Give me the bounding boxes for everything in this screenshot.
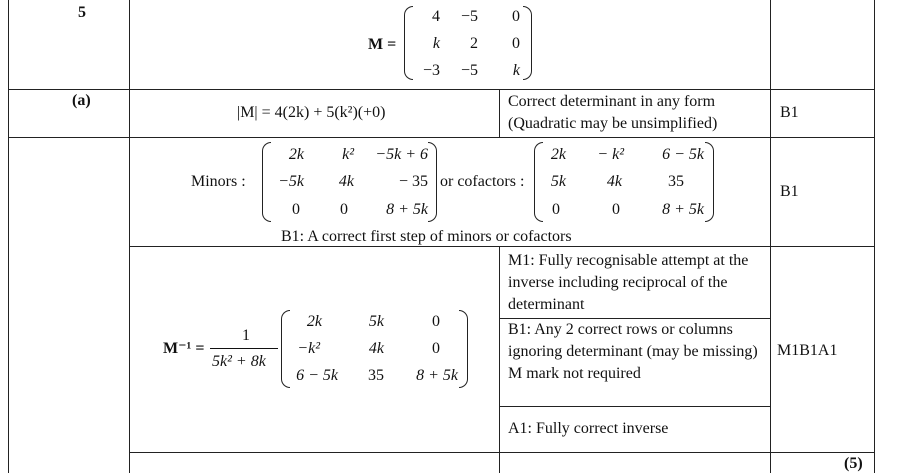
matrix-m-cell: −5 (460, 62, 478, 79)
grid-inverse-bottom (129, 452, 875, 453)
inverse-cell: 8 + 5k (416, 367, 458, 384)
inverse-fraction-denominator: 5k² + 8k (212, 353, 266, 370)
grid-mark-divider (770, 89, 771, 473)
grid-note-b1-bottom (499, 406, 771, 407)
cofactors-right-paren (705, 142, 714, 222)
cofactors-cell: 4k (606, 173, 622, 190)
matrix-m-cell: 4 (432, 8, 440, 25)
inverse-cell: 35 (368, 367, 384, 384)
part-a-note (508, 91, 766, 135)
grid-minors-bottom (129, 246, 875, 247)
matrix-m-cell: k (432, 35, 440, 52)
matrix-m-right-paren (523, 6, 532, 80)
minors-cell: − 35 (398, 173, 428, 190)
inverse-note-a1: A1: Fully correct inverse (508, 420, 669, 437)
inverse-lhs: M⁻¹ = (163, 340, 205, 357)
cofactors-cell: 35 (668, 173, 684, 190)
matrix-m-cell: 0 (512, 8, 520, 25)
inverse-note-m1: M1: Fully recognisable attempt at the inverse including reciprocal of the determinant (508, 252, 749, 313)
inverse-note-b1: B1: Any 2 correct rows or columns ignoring determinant (may be missing) M mark not required (508, 321, 758, 382)
grid-left-border (8, 0, 9, 473)
question-number: 5 (78, 4, 86, 21)
part-a-label: (a) (72, 92, 91, 109)
inverse-cell: 4k (368, 340, 384, 357)
inverse-fraction-numerator: 1 (242, 327, 250, 344)
inverse-mark: M1B1A1 (777, 342, 838, 359)
minors-cell: 2k (288, 146, 304, 163)
minors-cell: 0 (292, 201, 300, 218)
matrix-m-cell: k (512, 62, 520, 79)
total-marks: (5) (844, 455, 863, 472)
inverse-cell: 0 (432, 340, 440, 357)
part-a-note-line1: Correct determinant in any form (508, 93, 716, 110)
cofactors-label: or cofactors : (440, 173, 525, 190)
grid-right-border (874, 0, 875, 473)
cofactors-cell: 0 (612, 201, 620, 218)
cofactors-cell: 8 + 5k (662, 201, 704, 218)
inverse-cell: −k² (297, 340, 320, 357)
minors-label: Minors : (191, 173, 246, 190)
matrix-m-cell: −5 (460, 8, 478, 25)
inverse-cell: 6 − 5k (296, 367, 338, 384)
determinant-equation: |M| = 4(2k) + 5(k²)(+0) (237, 104, 386, 121)
inverse-right-paren (459, 310, 468, 388)
grid-notes-divider-a (499, 89, 500, 137)
minors-cell: 4k (338, 173, 354, 190)
inverse-cell: 5k (368, 313, 384, 330)
minors-cell: 0 (340, 201, 348, 218)
minors-cell: −5k + 6 (375, 146, 428, 163)
minors-cell: 8 + 5k (386, 201, 428, 218)
matrix-m-cell: 2 (470, 35, 478, 52)
grid-row-a-bottom (8, 137, 875, 138)
inverse-fraction-bar (210, 348, 278, 349)
part-a-mark: B1 (780, 104, 799, 121)
grid-col1-divider (129, 0, 130, 473)
matrix-m-cell: −3 (422, 62, 440, 79)
minors-mark: B1 (780, 183, 799, 200)
cofactors-cell: − k² (597, 146, 624, 163)
inverse-cell: 2k (306, 313, 322, 330)
cofactors-cell: 5k (550, 173, 566, 190)
minors-cell: −5k (278, 173, 304, 190)
minors-cell: k² (342, 146, 354, 163)
matrix-m-label: M = (368, 36, 397, 53)
minors-right-paren (428, 142, 437, 222)
cofactors-cell: 2k (550, 146, 566, 163)
grid-row-a-top (8, 89, 875, 90)
part-a-note-line2: (Quadratic may be unsimplified) (508, 115, 718, 132)
matrix-m-cell: 0 (512, 35, 520, 52)
cofactors-cell: 6 − 5k (662, 146, 704, 163)
inverse-cell: 0 (432, 313, 440, 330)
grid-col2-divider-top (770, 0, 771, 89)
minors-note: B1: A correct first step of minors or cofactors (281, 228, 572, 245)
cofactors-cell: 0 (552, 201, 560, 218)
grid-notes-divider-inv (499, 246, 500, 473)
